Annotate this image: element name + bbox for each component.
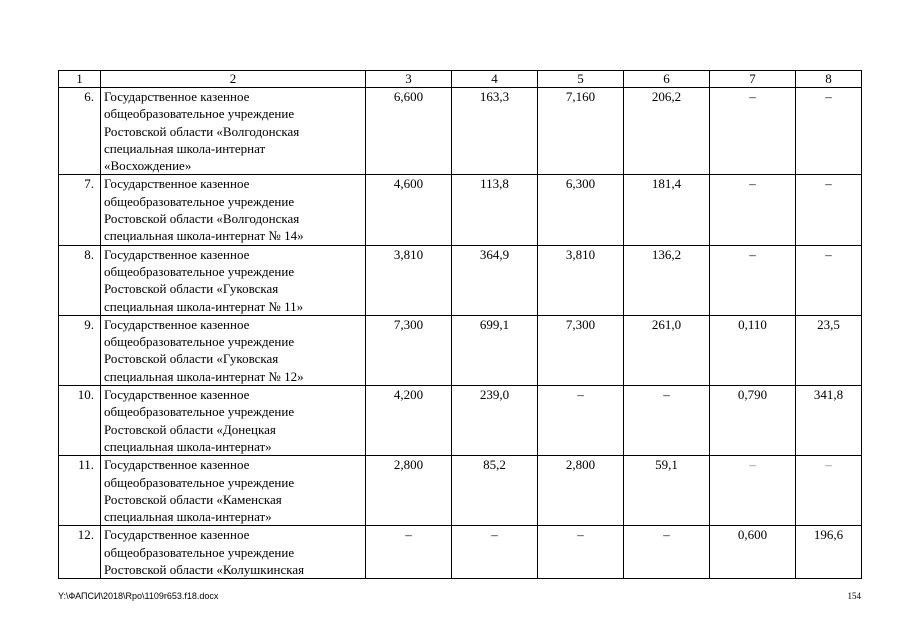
cell-col-6: 206,2 — [624, 88, 710, 175]
institution-name-line: Ростовской области «Волгодонская — [104, 211, 300, 227]
table-row — [59, 88, 862, 175]
cell-col-5: 7,160 — [538, 88, 624, 175]
cell-col-5: 2,800 — [538, 456, 624, 526]
cell-col-8: – — [796, 175, 862, 245]
header-row — [59, 71, 862, 88]
institution-name-line: Государственное казенное — [104, 176, 250, 192]
institution-name-line: специальная школа-интернат № 12» — [104, 368, 304, 384]
institution-name-line: Ростовской области «Гуковская — [104, 351, 279, 367]
institution-name-line: Государственное казенное — [104, 316, 250, 332]
table-row — [59, 315, 862, 385]
institution-name — [101, 88, 366, 175]
cell-col-3: 4,200 — [366, 386, 452, 456]
institution-name — [101, 526, 366, 579]
row-number: 8. — [59, 245, 101, 315]
cell-col-4: – — [452, 526, 538, 579]
cell-col-3: 4,600 — [366, 175, 452, 245]
institution-name — [101, 315, 366, 385]
institution-name-line: специальная школа-интернат № 14» — [104, 228, 304, 244]
cell-col-6: 136,2 — [624, 245, 710, 315]
institution-name-line: Ростовской области «Колушкинская — [104, 562, 305, 578]
institution-name-line: специальная школа-интернат» — [104, 438, 272, 454]
header-col-5: 5 — [538, 71, 624, 88]
institution-name — [101, 175, 366, 245]
table-row — [59, 526, 862, 579]
institution-name-line: Государственное казенное — [104, 457, 250, 473]
row-number: 6. — [59, 88, 101, 175]
institution-name-line: общеобразовательное учреждение — [104, 263, 295, 279]
institution-name-line: общеобразовательное учреждение — [104, 106, 295, 122]
cell-col-3: – — [366, 526, 452, 579]
cell-col-3: 7,300 — [366, 315, 452, 385]
cell-col-4: 239,0 — [452, 386, 538, 456]
cell-col-4: 163,3 — [452, 88, 538, 175]
institution-name — [101, 456, 366, 526]
cell-col-7: 0,790 — [710, 386, 796, 456]
cell-col-7: – — [710, 456, 796, 526]
institution-name — [101, 386, 366, 456]
cell-col-7: – — [710, 175, 796, 245]
table-row — [59, 386, 862, 456]
institution-name-line: Ростовской области «Гуковская — [104, 281, 279, 297]
institution-name-line: Государственное казенное — [104, 527, 250, 543]
institution-name-line: Ростовской области «Каменская — [104, 491, 282, 507]
cell-col-6: – — [624, 386, 710, 456]
cell-col-7: 0,600 — [710, 526, 796, 579]
cell-col-3: 6,600 — [366, 88, 452, 175]
table-body — [59, 88, 862, 579]
row-number: 12. — [59, 526, 101, 579]
institution-name-line: специальная школа-интернат № 11» — [104, 298, 304, 314]
cell-col-4: 85,2 — [452, 456, 538, 526]
cell-col-8: – — [796, 88, 862, 175]
cell-col-4: 113,8 — [452, 175, 538, 245]
header-col-1: 1 — [59, 71, 101, 88]
cell-col-6: 59,1 — [624, 456, 710, 526]
header-col-3: 3 — [366, 71, 452, 88]
cell-col-5: 3,810 — [538, 245, 624, 315]
cell-col-5: 7,300 — [538, 315, 624, 385]
institution-name-line: Ростовской области «Волгодонская — [104, 123, 300, 139]
institution-name-line: общеобразовательное учреждение — [104, 193, 295, 209]
header-col-2: 2 — [101, 71, 366, 88]
cell-col-8: 341,8 — [796, 386, 862, 456]
institution-name — [101, 245, 366, 315]
institution-name-line: общеобразовательное учреждение — [104, 334, 295, 350]
cell-col-5: 6,300 — [538, 175, 624, 245]
table-row — [59, 175, 862, 245]
cell-col-4: 364,9 — [452, 245, 538, 315]
cell-col-8: – — [796, 245, 862, 315]
table-row — [59, 456, 862, 526]
cell-col-8: 196,6 — [796, 526, 862, 579]
cell-col-3: 2,800 — [366, 456, 452, 526]
cell-col-6: 261,0 — [624, 315, 710, 385]
institution-name-line: общеобразовательное учреждение — [104, 474, 295, 490]
institution-name-line: общеобразовательное учреждение — [104, 544, 295, 560]
table-row — [59, 245, 862, 315]
institution-name-line: Государственное казенное — [104, 89, 250, 104]
institution-name-line: специальная школа-интернат» — [104, 509, 272, 525]
cell-col-7: – — [710, 245, 796, 315]
row-number: 9. — [59, 315, 101, 385]
row-number: 11. — [59, 456, 101, 526]
header-col-8: 8 — [796, 71, 862, 88]
institution-name-line: специальная школа-интернат — [104, 140, 266, 156]
cell-col-5: – — [538, 386, 624, 456]
data-table — [58, 70, 862, 579]
header-col-7: 7 — [710, 71, 796, 88]
page-number: 154 — [847, 591, 861, 601]
cell-col-8: 23,5 — [796, 315, 862, 385]
institution-name-line: «Восхождение» — [104, 158, 192, 174]
footer-file-path: Y:\ФАПСИ\2018\Rpo\1109r653.f18.docx — [58, 591, 219, 601]
institution-name-line: Государственное казенное — [104, 387, 250, 403]
cell-col-7: – — [710, 88, 796, 175]
cell-col-8: – — [796, 456, 862, 526]
row-number: 10. — [59, 386, 101, 456]
cell-col-6: 181,4 — [624, 175, 710, 245]
cell-col-6: – — [624, 526, 710, 579]
cell-col-5: – — [538, 526, 624, 579]
header-col-4: 4 — [452, 71, 538, 88]
cell-col-3: 3,810 — [366, 245, 452, 315]
institution-name-line: общеобразовательное учреждение — [104, 404, 295, 420]
row-number: 7. — [59, 175, 101, 245]
institution-name-line: Ростовской области «Донецкая — [104, 421, 276, 437]
cell-col-4: 699,1 — [452, 315, 538, 385]
header-col-6: 6 — [624, 71, 710, 88]
institution-name-line: Государственное казенное — [104, 246, 250, 262]
cell-col-7: 0,110 — [710, 315, 796, 385]
